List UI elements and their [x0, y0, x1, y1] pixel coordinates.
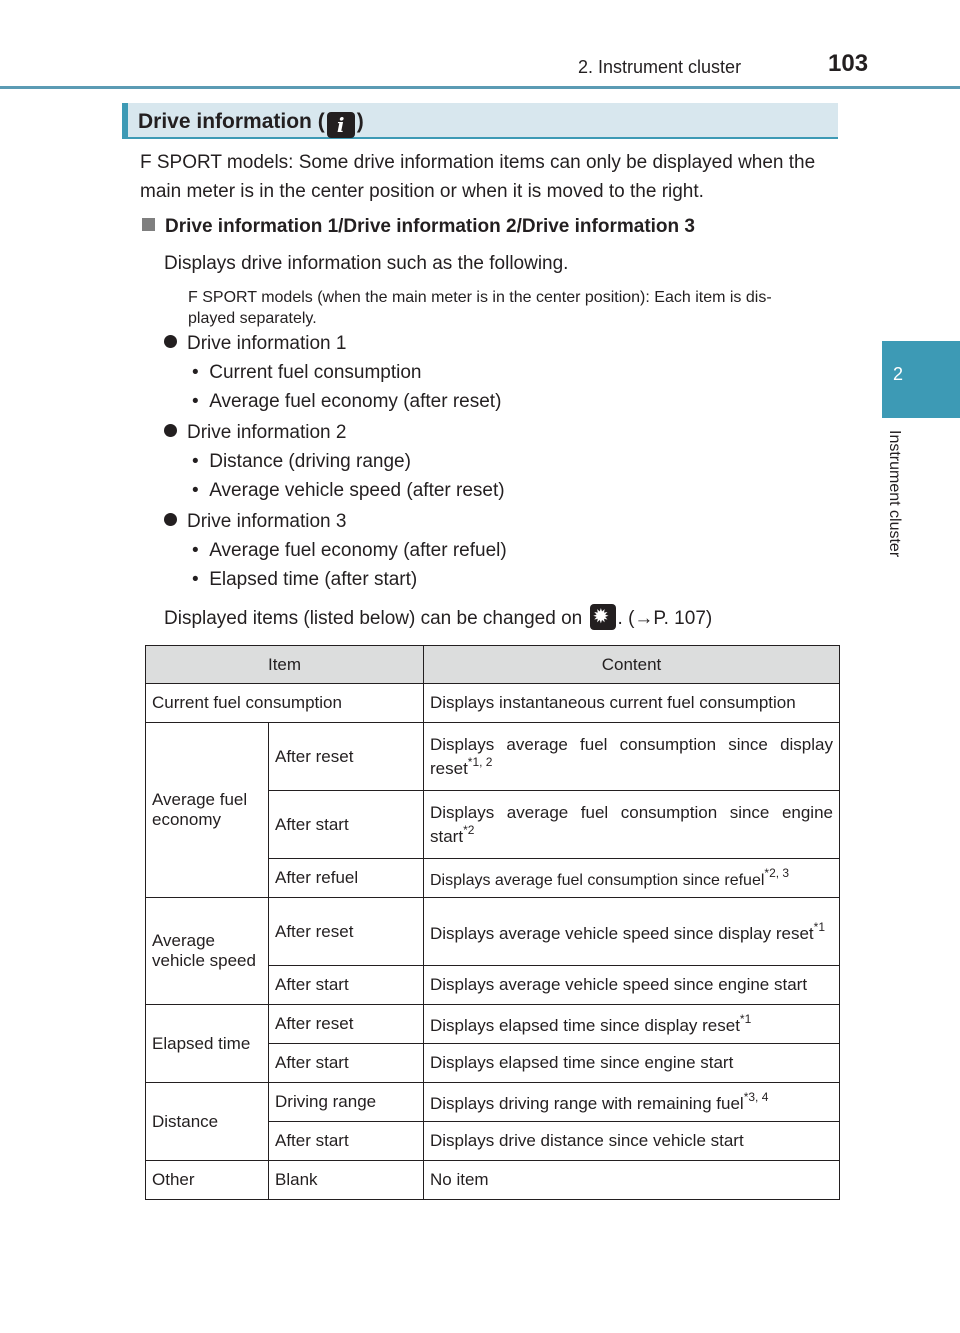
list-item-text: Average fuel economy (after refuel) [209, 540, 507, 561]
cell-subitem: Driving range [269, 1083, 424, 1122]
table-row [146, 1005, 840, 1044]
group-1-label: Drive information 1 [187, 333, 347, 354]
group-3 [164, 511, 346, 533]
cell-content: Displays average vehicle speed since engine start [424, 966, 840, 1005]
list-item-text: Average vehicle speed (after reset) [209, 480, 505, 501]
cell-content [424, 859, 840, 898]
footnote-ref: *2, 3 [764, 866, 790, 880]
footnote-ref: *1, 2 [467, 754, 493, 769]
list-item: • Average fuel economy (after refuel) [192, 540, 507, 561]
cell-content [424, 791, 840, 859]
group-1 [164, 333, 346, 355]
content-text: Displays average fuel consumption since engine start [430, 802, 833, 846]
list-item-text: Current fuel consumption [209, 362, 422, 383]
list-item: • Current fuel consumption [192, 362, 422, 383]
content-text: Displays average fuel consumption since display reset [430, 734, 833, 778]
table-row [146, 684, 840, 723]
cell-item: Distance [146, 1083, 269, 1161]
cell-content: Displays drive distance since vehicle start [424, 1122, 840, 1161]
cell-content: No item [424, 1161, 840, 1200]
header-section-title: 2. Instrument cluster [578, 57, 742, 77]
drive-info-table [145, 645, 840, 1200]
group-2-label: Drive information 2 [187, 422, 347, 443]
subheading-text: Drive information 1/Drive information 2/Drive information 3 [165, 216, 695, 237]
list-item: • Average fuel economy (after reset) [192, 391, 502, 412]
cell-content [424, 1083, 840, 1122]
content-text: Displays driving range with remaining fuel [430, 1094, 744, 1113]
table-row [146, 1083, 840, 1122]
cell-subitem: After start [269, 966, 424, 1005]
group-3-label: Drive information 3 [187, 511, 347, 532]
page-reference-link[interactable]: . (→P. 107) [617, 608, 713, 629]
header-content: Content [424, 646, 840, 684]
bullet-icon [164, 513, 177, 526]
header-rule [0, 86, 960, 89]
change-items-line [164, 604, 712, 630]
table-header-row [146, 646, 840, 684]
intro-line-2: main meter is in the center position or when it is moved to the right. [140, 181, 704, 202]
cell-item: Other [146, 1161, 269, 1200]
table-row [146, 723, 840, 791]
bullet-icon [164, 335, 177, 348]
list-item: • Elapsed time (after start) [192, 569, 418, 590]
footnote-ref: *1 [813, 919, 825, 934]
table-row [146, 1161, 840, 1200]
settings-gear-icon [590, 604, 616, 630]
content-text: Displays elapsed time since display reset [430, 1016, 740, 1035]
page-number: 103 [828, 50, 869, 77]
cell-item: Current fuel consumption [146, 684, 424, 723]
cell-content: Displays elapsed time since engine start [424, 1044, 840, 1083]
footnote-ref: *1 [739, 1012, 752, 1026]
content-text: Displays average vehicle speed since display reset [430, 923, 814, 943]
bullet-icon [164, 424, 177, 437]
info-icon: i [327, 112, 355, 138]
note-line-2: played separately. [188, 310, 317, 327]
cell-item: Elapsed time [146, 1005, 269, 1083]
cell-item: Average vehicle speed [146, 898, 269, 1005]
cell-subitem: Blank [269, 1161, 424, 1200]
cell-content: Displays instantaneous current fuel consumption [424, 684, 840, 723]
cell-item: Average fuel economy [146, 723, 269, 898]
cell-subitem: After start [269, 791, 424, 859]
footnote-ref: *2 [463, 822, 475, 837]
subheading [142, 216, 695, 238]
table-row [146, 898, 840, 966]
list-item-text: Distance (driving range) [209, 451, 411, 472]
cell-subitem: After reset [269, 723, 424, 791]
cell-subitem: After start [269, 1044, 424, 1083]
section-title-close: ) [356, 110, 364, 133]
group-2 [164, 422, 346, 444]
chapter-label: Instrument cluster [886, 430, 903, 558]
cell-content [424, 723, 840, 791]
displays-text: Displays drive information such as the following. [164, 253, 569, 274]
chapter-number: 2 [893, 364, 904, 384]
cell-subitem: After refuel [269, 859, 424, 898]
list-item: • Distance (driving range) [192, 451, 411, 472]
list-item: • Average vehicle speed (after reset) [192, 480, 505, 501]
cell-content [424, 898, 840, 966]
section-title-text: Drive information ( [138, 110, 325, 133]
list-item-text: Average fuel economy (after reset) [209, 391, 502, 412]
cell-content [424, 1005, 840, 1044]
change-line-text: Displayed items (listed below) can be changed on [164, 608, 588, 629]
content-text: Displays average fuel consumption since refuel [430, 872, 765, 889]
header-item: Item [146, 646, 424, 684]
square-bullet-icon [142, 218, 155, 231]
intro-line-1: F SPORT models: Some drive information items can only be displayed when the [140, 152, 816, 173]
list-item-text: Elapsed time (after start) [209, 569, 418, 590]
cell-subitem: After reset [269, 1005, 424, 1044]
footnote-ref: *3, 4 [743, 1090, 769, 1104]
cell-subitem: After reset [269, 898, 424, 966]
section-title [138, 110, 364, 138]
note-line-1: F SPORT models (when the main meter is in the center position): Each item is dis- [188, 289, 772, 306]
cell-subitem: After start [269, 1122, 424, 1161]
chapter-label-wrap [880, 430, 910, 580]
